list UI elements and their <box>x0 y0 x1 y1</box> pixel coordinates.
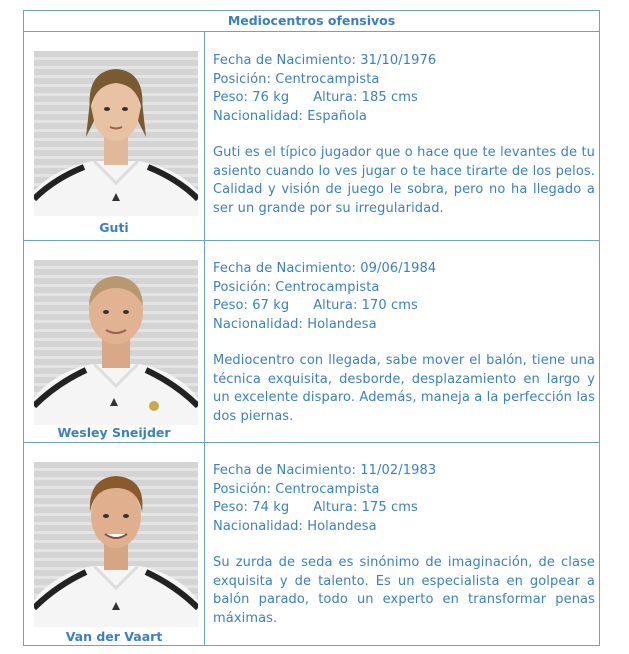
player-portrait-icon <box>34 51 198 216</box>
weight-height-line: Peso: 67 kg Altura: 170 cms <box>213 298 418 313</box>
player-row-guti <box>24 32 599 241</box>
birth-date-value: 11/02/1983 <box>360 463 437 478</box>
players-table <box>23 10 600 646</box>
height-value: 185 cms <box>361 90 418 105</box>
player-photo <box>34 462 198 627</box>
nationality-value: Española <box>307 108 367 124</box>
player-info <box>213 462 595 628</box>
nationality-line: Nacionalidad: Holandesa <box>213 518 377 534</box>
player-name: Van der Vaart <box>65 629 163 644</box>
table-title: Mediocentros ofensivos <box>24 11 599 32</box>
position-value: Centrocampista <box>275 71 380 87</box>
birth-date-line: Fecha de Nacimiento: 11/02/1983 <box>213 463 437 478</box>
weight-value: 67 kg <box>252 298 290 313</box>
photo-cell <box>24 241 205 442</box>
player-row-sneijder <box>24 241 599 443</box>
player-photo <box>34 51 198 216</box>
weight-value: 76 kg <box>252 90 290 105</box>
photo-cell <box>24 32 205 240</box>
player-description: Guti es el típico jugador que o hace que te levantes de tu asiento cuando lo ves jugar o te hace tirarte de los pelos. Calidad y visión de juego le sobra, pero no ha llegado a ser un grande por su irregularidad. <box>213 145 595 216</box>
height-value: 175 cms <box>361 500 418 515</box>
weight-value: 74 kg <box>252 500 290 515</box>
photo-cell <box>24 443 205 645</box>
position-value: Centrocampista <box>275 279 380 295</box>
player-description: Su zurda de seda es sinónimo de imaginación, de clase exquisita y de talento. Es un especialista en golpear a balón parado, todo un experto en transformar penas máximas. <box>213 555 595 626</box>
player-row-van-der-vaart <box>24 443 599 645</box>
player-name: Wesley Sneijder <box>57 425 171 440</box>
nationality-line: Nacionalidad: Española <box>213 108 367 124</box>
nationality-line: Nacionalidad: Holandesa <box>213 316 377 332</box>
position-line: Posición: Centrocampista <box>213 279 380 295</box>
player-name: Guti <box>99 220 129 235</box>
birth-date-line: Fecha de Nacimiento: 09/06/1984 <box>213 261 437 276</box>
position-value: Centrocampista <box>275 481 380 497</box>
position-line: Posición: Centrocampista <box>213 481 380 497</box>
birth-date-value: 09/06/1984 <box>360 261 437 276</box>
position-line: Posición: Centrocampista <box>213 71 380 87</box>
birth-date-line: Fecha de Nacimiento: 31/10/1976 <box>213 53 437 68</box>
player-description: Mediocentro con llegada, sabe mover el balón, tiene una técnica exquisita, desborde, desplazamiento en largo y un excelente disparo. Además, maneja a la perfección las dos piernas. <box>213 353 595 424</box>
player-portrait-icon <box>34 462 198 627</box>
height-value: 170 cms <box>361 298 418 313</box>
nationality-value: Holandesa <box>307 518 377 534</box>
player-info <box>213 260 595 426</box>
birth-date-value: 31/10/1976 <box>360 53 437 68</box>
player-portrait-icon <box>34 260 198 425</box>
weight-height-line: Peso: 76 kg Altura: 185 cms <box>213 90 418 105</box>
weight-height-line: Peso: 74 kg Altura: 175 cms <box>213 500 418 515</box>
player-photo <box>34 260 198 425</box>
nationality-value: Holandesa <box>307 316 377 332</box>
player-info <box>213 52 595 218</box>
